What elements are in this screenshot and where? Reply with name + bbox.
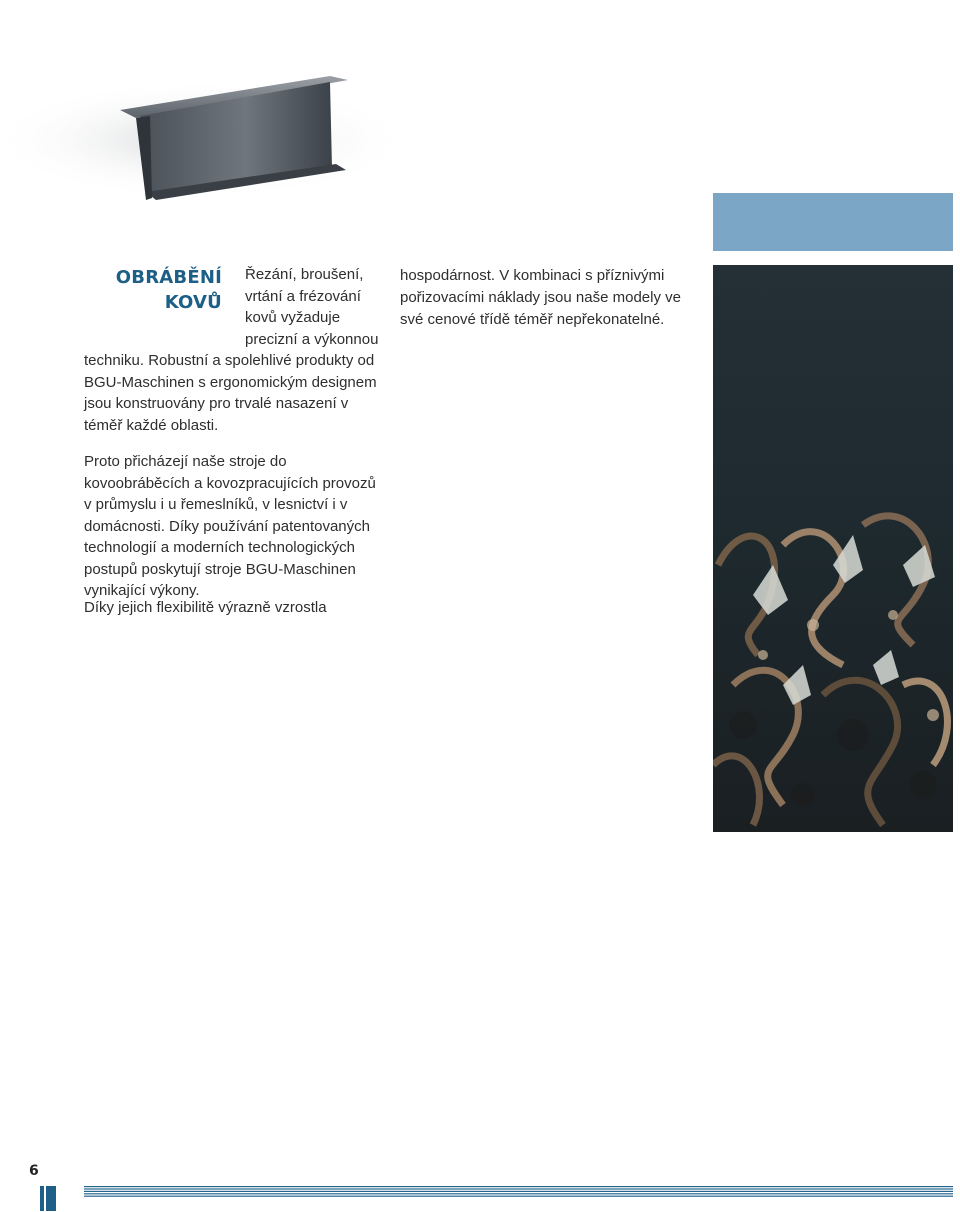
text-line: téměř každé oblasti. bbox=[84, 416, 219, 434]
accent-block bbox=[713, 193, 953, 251]
text-line: techniku. Robustní a spolehlivé produkty od bbox=[84, 352, 375, 369]
text-line: jsou konstruovány pro trvalé nasazení v bbox=[84, 395, 349, 412]
section-heading bbox=[100, 265, 222, 315]
right-column-text bbox=[400, 265, 681, 331]
page-marker-thin-bar bbox=[40, 1186, 44, 1211]
intro-text-continued bbox=[84, 350, 377, 436]
text-line: precizní a výkonnou bbox=[245, 330, 379, 348]
text-line: Řezání, broušení, bbox=[245, 266, 364, 283]
text-line: Díky jejich flexibilitě výrazně vzrostla bbox=[84, 599, 327, 616]
text-line: hospodárnost. V kombinaci s příznivými bbox=[400, 267, 665, 284]
text-line: Proto přicházejí naše stroje do bbox=[84, 453, 287, 470]
text-line: vrtání a frézování bbox=[245, 287, 361, 305]
text-line: své cenové třídě téměř nepřekonatelné. bbox=[400, 311, 665, 328]
page-marker-thick-bar bbox=[46, 1186, 56, 1211]
text-line: domácnosti. Díky používání patentovaných bbox=[84, 517, 370, 535]
section-heading-line2: KOVŮ bbox=[164, 292, 222, 313]
text-line: BGU-Maschinen s ergonomickým designem bbox=[84, 373, 377, 391]
paragraph-two bbox=[84, 451, 376, 602]
text-line: pořizovacími náklady jsou naše modely ve bbox=[400, 289, 681, 306]
text-line: kovů vyžaduje bbox=[245, 309, 341, 326]
text-line: technologií a moderních technologických bbox=[84, 539, 355, 556]
section-heading-line1: OBRÁBĚNÍ bbox=[115, 267, 222, 288]
steel-i-beam-image bbox=[0, 0, 440, 220]
page-number: 6 bbox=[29, 1163, 39, 1179]
metal-shavings-image bbox=[713, 265, 953, 832]
paragraph-three bbox=[84, 597, 327, 619]
text-line: vynikající výkony. bbox=[84, 582, 200, 599]
page-marker-icon bbox=[40, 1186, 56, 1211]
text-line: postupů poskytují stroje BGU-Maschinen bbox=[84, 560, 356, 578]
intro-text-indented bbox=[245, 264, 378, 350]
text-line: kovoobráběcích a kovozpracujících provozů bbox=[84, 474, 376, 492]
footer-rule bbox=[84, 1186, 953, 1198]
text-line: v průmyslu i u řemeslníků, v lesnictví i v bbox=[84, 496, 348, 513]
